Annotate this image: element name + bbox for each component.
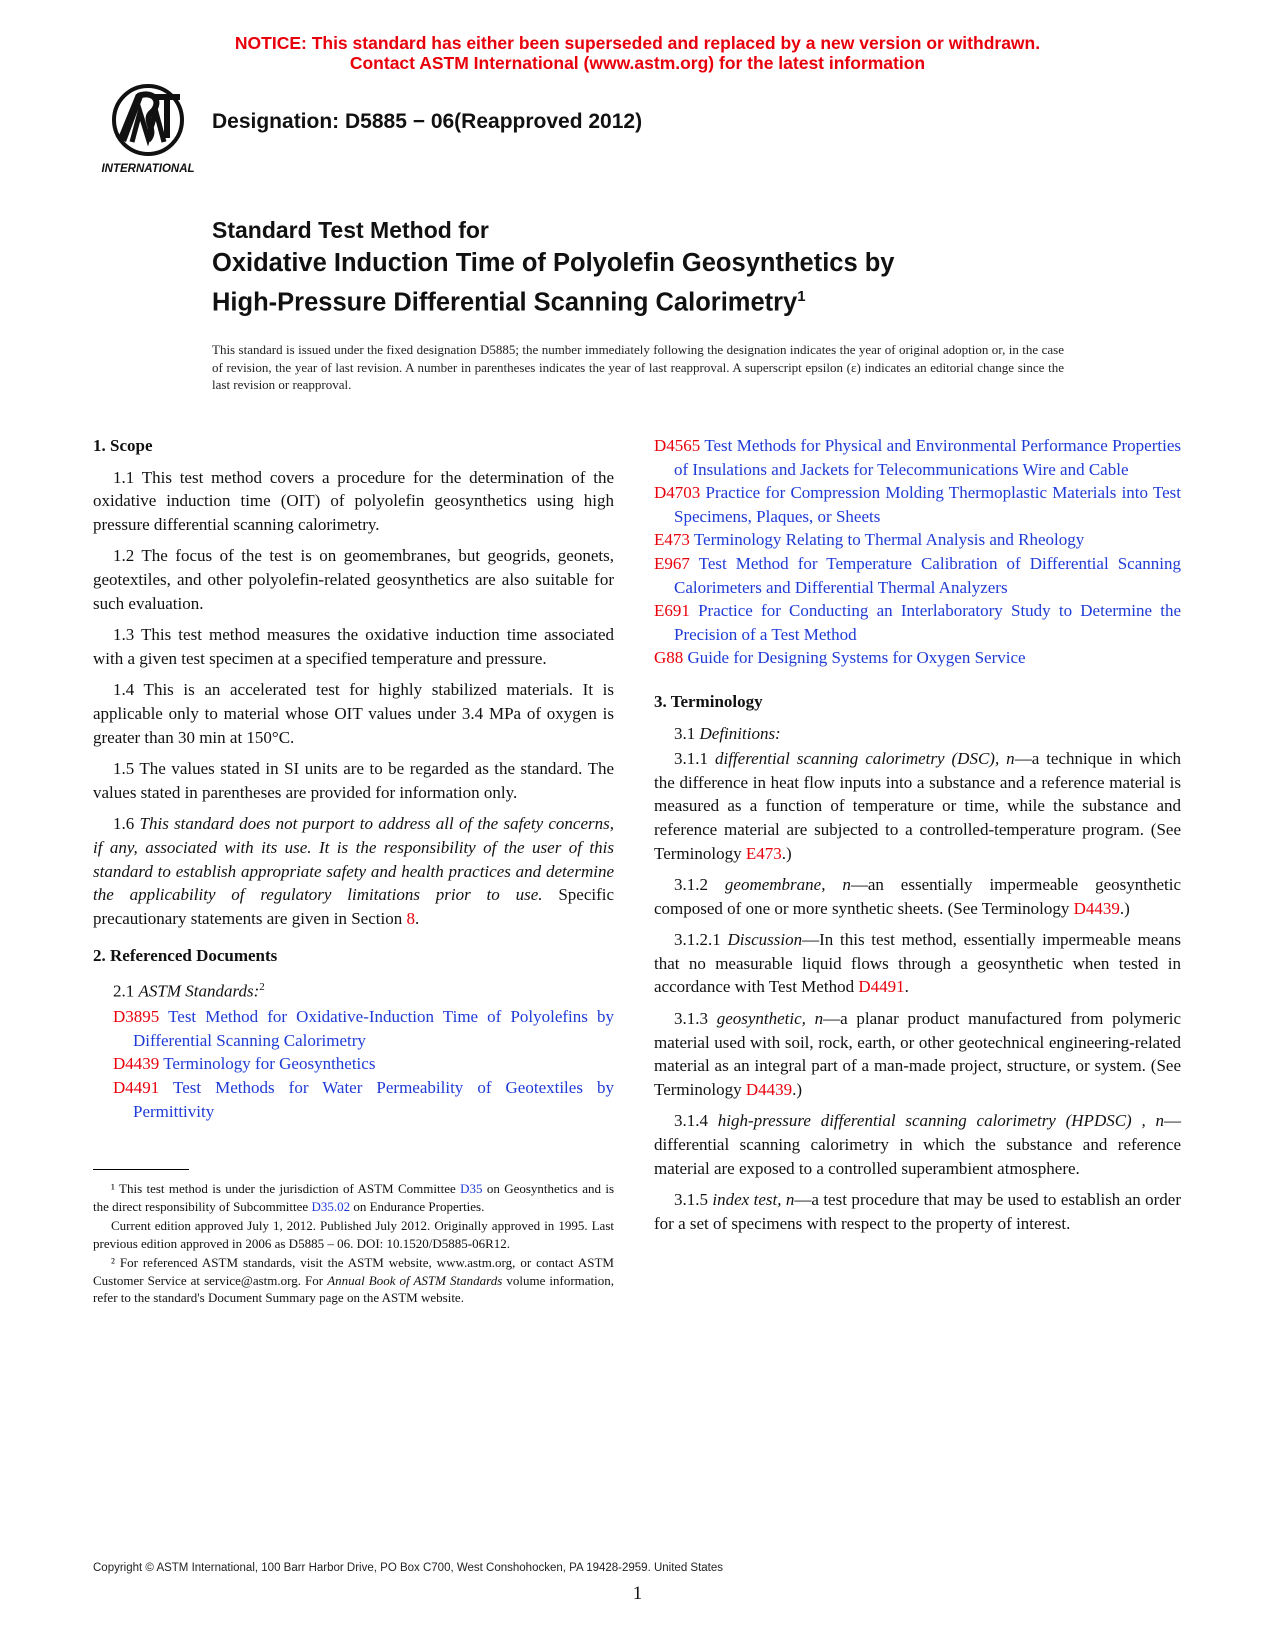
term-end: .): [792, 1079, 803, 1099]
scope-1-6-num: 1.6: [113, 814, 135, 834]
d4491-link[interactable]: D4491: [858, 977, 905, 997]
section-referenced-heading: 2. Referenced Documents: [93, 946, 278, 966]
notice-line-1: NOTICE: This standard has either been superseded and replaced by a new version or withdrawn.: [234, 33, 1041, 53]
term-text: —a test procedure that may be used to establish an order for a set of specimens with respect to the property of interest.: [654, 1190, 1182, 1233]
title-line-3-text: High-Pressure Differential Scanning Calorimetry: [212, 288, 798, 317]
astm-standards-text: ASTM Standards:: [138, 981, 260, 1001]
ref-title[interactable]: Terminology for Geosynthetics: [163, 1054, 376, 1074]
ref-code[interactable]: D4565: [654, 436, 701, 455]
term-num: 3.1.4: [674, 1111, 708, 1131]
scope-1-5: 1.5 The values stated in SI units are to be regarded as the standard. The values stated in parentheses are provided for information only.: [93, 759, 614, 802]
subcommittee-d35-02-link[interactable]: D35.02: [311, 1198, 351, 1214]
term-num: 3.1.2.1: [674, 930, 721, 950]
ref-title[interactable]: Practice for Compression Molding Thermoplastic Materials into Test Specimens, Plaques, or Sheets: [674, 483, 1182, 526]
term-name: index test, n: [712, 1190, 795, 1210]
page-number: 1: [632, 1583, 643, 1604]
term-text: —differential scanning calorimetry in which the substance and reference material are exposed to a controlled superambient atmosphere.: [654, 1111, 1181, 1178]
term-num: 3.1.2: [674, 875, 708, 895]
term-3-1-4: [654, 1109, 1181, 1180]
scope-1-6-tail: Specific precautionary statements are given in Section: [93, 885, 615, 928]
term-3-1-1: [654, 747, 1181, 865]
d4439-link[interactable]: D4439: [745, 1079, 793, 1099]
logo-caption: INTERNATIONAL: [101, 163, 195, 175]
term-text: —an essentially impermeable geosynthetic composed of one or more synthetic sheets. (See Terminology: [654, 875, 1182, 918]
term-num: 3.1.3: [674, 1009, 708, 1029]
ref-code[interactable]: E691: [654, 601, 690, 621]
section-terminology-heading: 3. Terminology: [654, 691, 763, 711]
footnote-2-a: ² For referenced ASTM standards, visit the ASTM website, www.astm.org, or contact ASTM Customer Service at service@astm.org. For: [93, 1255, 614, 1288]
term-3-1-2: [654, 873, 1181, 920]
ref-title[interactable]: Guide for Designing Systems for Oxygen Service: [687, 648, 1026, 668]
title-footnote-mark: 1: [797, 288, 806, 305]
ref-code[interactable]: D4703: [654, 483, 701, 503]
designation: Designation: D5885 − 06(Reapproved 2012): [212, 110, 643, 133]
section-8-link[interactable]: 8: [406, 908, 415, 928]
definitions-label: [654, 722, 1181, 746]
ref-code[interactable]: G88: [654, 648, 684, 668]
document-title: [212, 214, 1112, 320]
term-name: Discussion: [727, 930, 803, 950]
term-end: .): [1119, 898, 1130, 918]
ref-item-d4565[interactable]: [654, 434, 1181, 481]
scope-1-6-end: .: [414, 908, 420, 928]
term-end: .: [904, 977, 909, 997]
scope-1-1: 1.1 This test method covers a procedure for the determination of the oxidative induction time (OIT) of polyolefin geosynthetics using high pressure differential scanning calorimetry.: [93, 467, 614, 534]
scope-1-2: 1.2 The focus of the test is on geomembranes, but geogrids, geonets, geotextiles, and other polyolefin-related geosynthetics are also suitable for such evaluation.: [93, 546, 614, 613]
footnote-1-b: on Geosynthetics and is the direct responsibility of Subcommittee: [93, 1181, 614, 1214]
ref-item-e473[interactable]: [654, 528, 1181, 552]
ref-title[interactable]: Terminology Relating to Thermal Analysis and Rheology: [693, 530, 1085, 550]
ref-title[interactable]: Test Methods for Physical and Environmental Performance Properties of Insulations and Jackets for Telecommunications Wire and Cable: [674, 436, 1181, 479]
supersession-notice: [0, 33, 1275, 73]
ref-code[interactable]: E473: [654, 530, 690, 550]
definitions-num: 3.1: [674, 723, 696, 743]
term-name: geosynthetic, n: [716, 1009, 824, 1029]
astm-standards-mark: 2: [259, 980, 265, 993]
e473-link[interactable]: E473: [745, 843, 782, 863]
term-text: —a planar product manufactured from polymeric material used with soil, rock, earth, or other geotechnical engineering-related material as an integral part of a man-made project, structure, or system. (See Terminology: [654, 1009, 1181, 1099]
footnote-1-c: on Endurance Properties.: [353, 1198, 485, 1214]
footnote-2-b: volume information, refer to the standard's Document Summary page on the ASTM website.: [93, 1272, 615, 1306]
ref-item-d4703[interactable]: [654, 481, 1181, 528]
ref-code[interactable]: D4439: [113, 1054, 160, 1074]
footnote-divider: [93, 1169, 189, 1170]
left-column: [93, 434, 614, 1309]
issued-note: This standard is issued under the fixed designation D5885; the number immediately following the designation indicates the year of original adoption or, in the case of revision, the year of last revision. A number in parentheses indicates the year of last reapproval. A superscript epsilon (ε) indicates an editorial change since the last revision or reapproval.: [212, 342, 1064, 392]
footnote-1-a: ¹ This test method is under the jurisdiction of ASTM Committee: [111, 1181, 456, 1197]
term-3-1-2-1: [654, 928, 1181, 999]
term-end: .): [781, 843, 792, 863]
scope-1-6-caveat: This standard does not purport to address all of the safety concerns, if any, associated with its use. It is the responsibility of the user of this standard to establish appropriate safety and health practices and determine the applicability of regulatory limitations prior to use.: [93, 814, 615, 905]
ref-item-d4491[interactable]: [93, 1076, 614, 1123]
ref-title[interactable]: Practice for Conducting an Interlaboratory Study to Determine the Precision of a Test Method: [674, 601, 1181, 644]
ref-title[interactable]: Test Methods for Water Permeability of Geotextiles by Permittivity: [133, 1077, 614, 1121]
copyright-line: Copyright © ASTM International, 100 Barr Harbor Drive, PO Box C700, West Conshohocken, PA 19428-2959. United States: [93, 1562, 724, 1574]
ref-item-e967[interactable]: [654, 552, 1181, 599]
term-3-1-3: [654, 1007, 1181, 1101]
footnote-1-edition: Current edition approved July 1, 2012. Published July 2012. Originally approved in 1995. Last previous edition approved in 2006 as D5885 – 06. DOI: 10.1520/D5885-06R12.: [93, 1218, 614, 1251]
footnote-2-italic: Annual Book of ASTM Standards: [327, 1272, 503, 1288]
ref-title[interactable]: Test Method for Temperature Calibration of Differential Scanning Calorimeters and Differential Thermal Analyzers: [674, 553, 1181, 597]
ref-title[interactable]: Test Method for Oxidative-Induction Time of Polyolefins by Differential Scanning Calorimetry: [133, 1007, 614, 1050]
committee-d35-link[interactable]: D35: [460, 1181, 483, 1197]
term-text: —In this test method, essentially impermeable means that no measurable liquid flows through a geosynthetic when tested in accordance with Test Method: [654, 930, 1181, 997]
scope-1-3: 1.3 This test method measures the oxidative induction time associated with a given test specimen at a specified temperature and pressure.: [93, 625, 614, 668]
title-line-2: Oxidative Induction Time of Polyolefin Geosynthetics by: [212, 249, 895, 277]
footnote-2: [93, 1254, 614, 1307]
ref-item-g88[interactable]: [654, 646, 1181, 670]
section-scope-heading: 1. Scope: [93, 436, 153, 455]
title-line-3: [212, 280, 1112, 320]
term-text: —a technique in which the difference in heat flow inputs into a substance and a reference material is measured as a function of temperature or time, while the substance and reference material are subjected to a controlled-temperature program. (See Terminology: [654, 749, 1182, 863]
ref-code[interactable]: E967: [654, 553, 690, 573]
term-name: geomembrane, n: [724, 875, 851, 895]
ref-code[interactable]: D3895: [113, 1007, 160, 1027]
astm-standards-num: 2.1: [113, 981, 135, 1001]
d4439-link[interactable]: D4439: [1073, 898, 1120, 918]
definitions-text: Definitions:: [699, 723, 781, 743]
term-name: high-pressure differential scanning calorimetry (HPDSC) , n: [717, 1111, 1164, 1131]
notice-line-2: Contact ASTM International (www.astm.org) for the latest information: [349, 53, 926, 73]
ref-item-d4439[interactable]: [93, 1052, 614, 1076]
scope-1-6: [93, 812, 614, 930]
term-name: differential scanning calorimetry (DSC), n: [714, 749, 1015, 769]
astm-standards-label: [93, 976, 614, 1003]
right-column: [654, 434, 1181, 1243]
astm-logo-icon: [96, 82, 200, 178]
term-3-1-5: [654, 1188, 1181, 1235]
title-line-1: Standard Test Method for: [212, 217, 489, 243]
ref-code[interactable]: D4491: [113, 1077, 160, 1097]
ref-item-d3895[interactable]: [93, 1005, 614, 1052]
term-num: 3.1.5: [674, 1190, 708, 1210]
term-num: 3.1.1: [674, 749, 708, 769]
ref-item-e691[interactable]: [654, 599, 1181, 646]
footnote-1: [93, 1180, 614, 1215]
scope-1-4: 1.4 This is an accelerated test for highly stabilized materials. It is applicable only to material whose OIT values under 3.4 MPa of oxygen is greater than 30 min at 150°C.: [93, 680, 614, 747]
